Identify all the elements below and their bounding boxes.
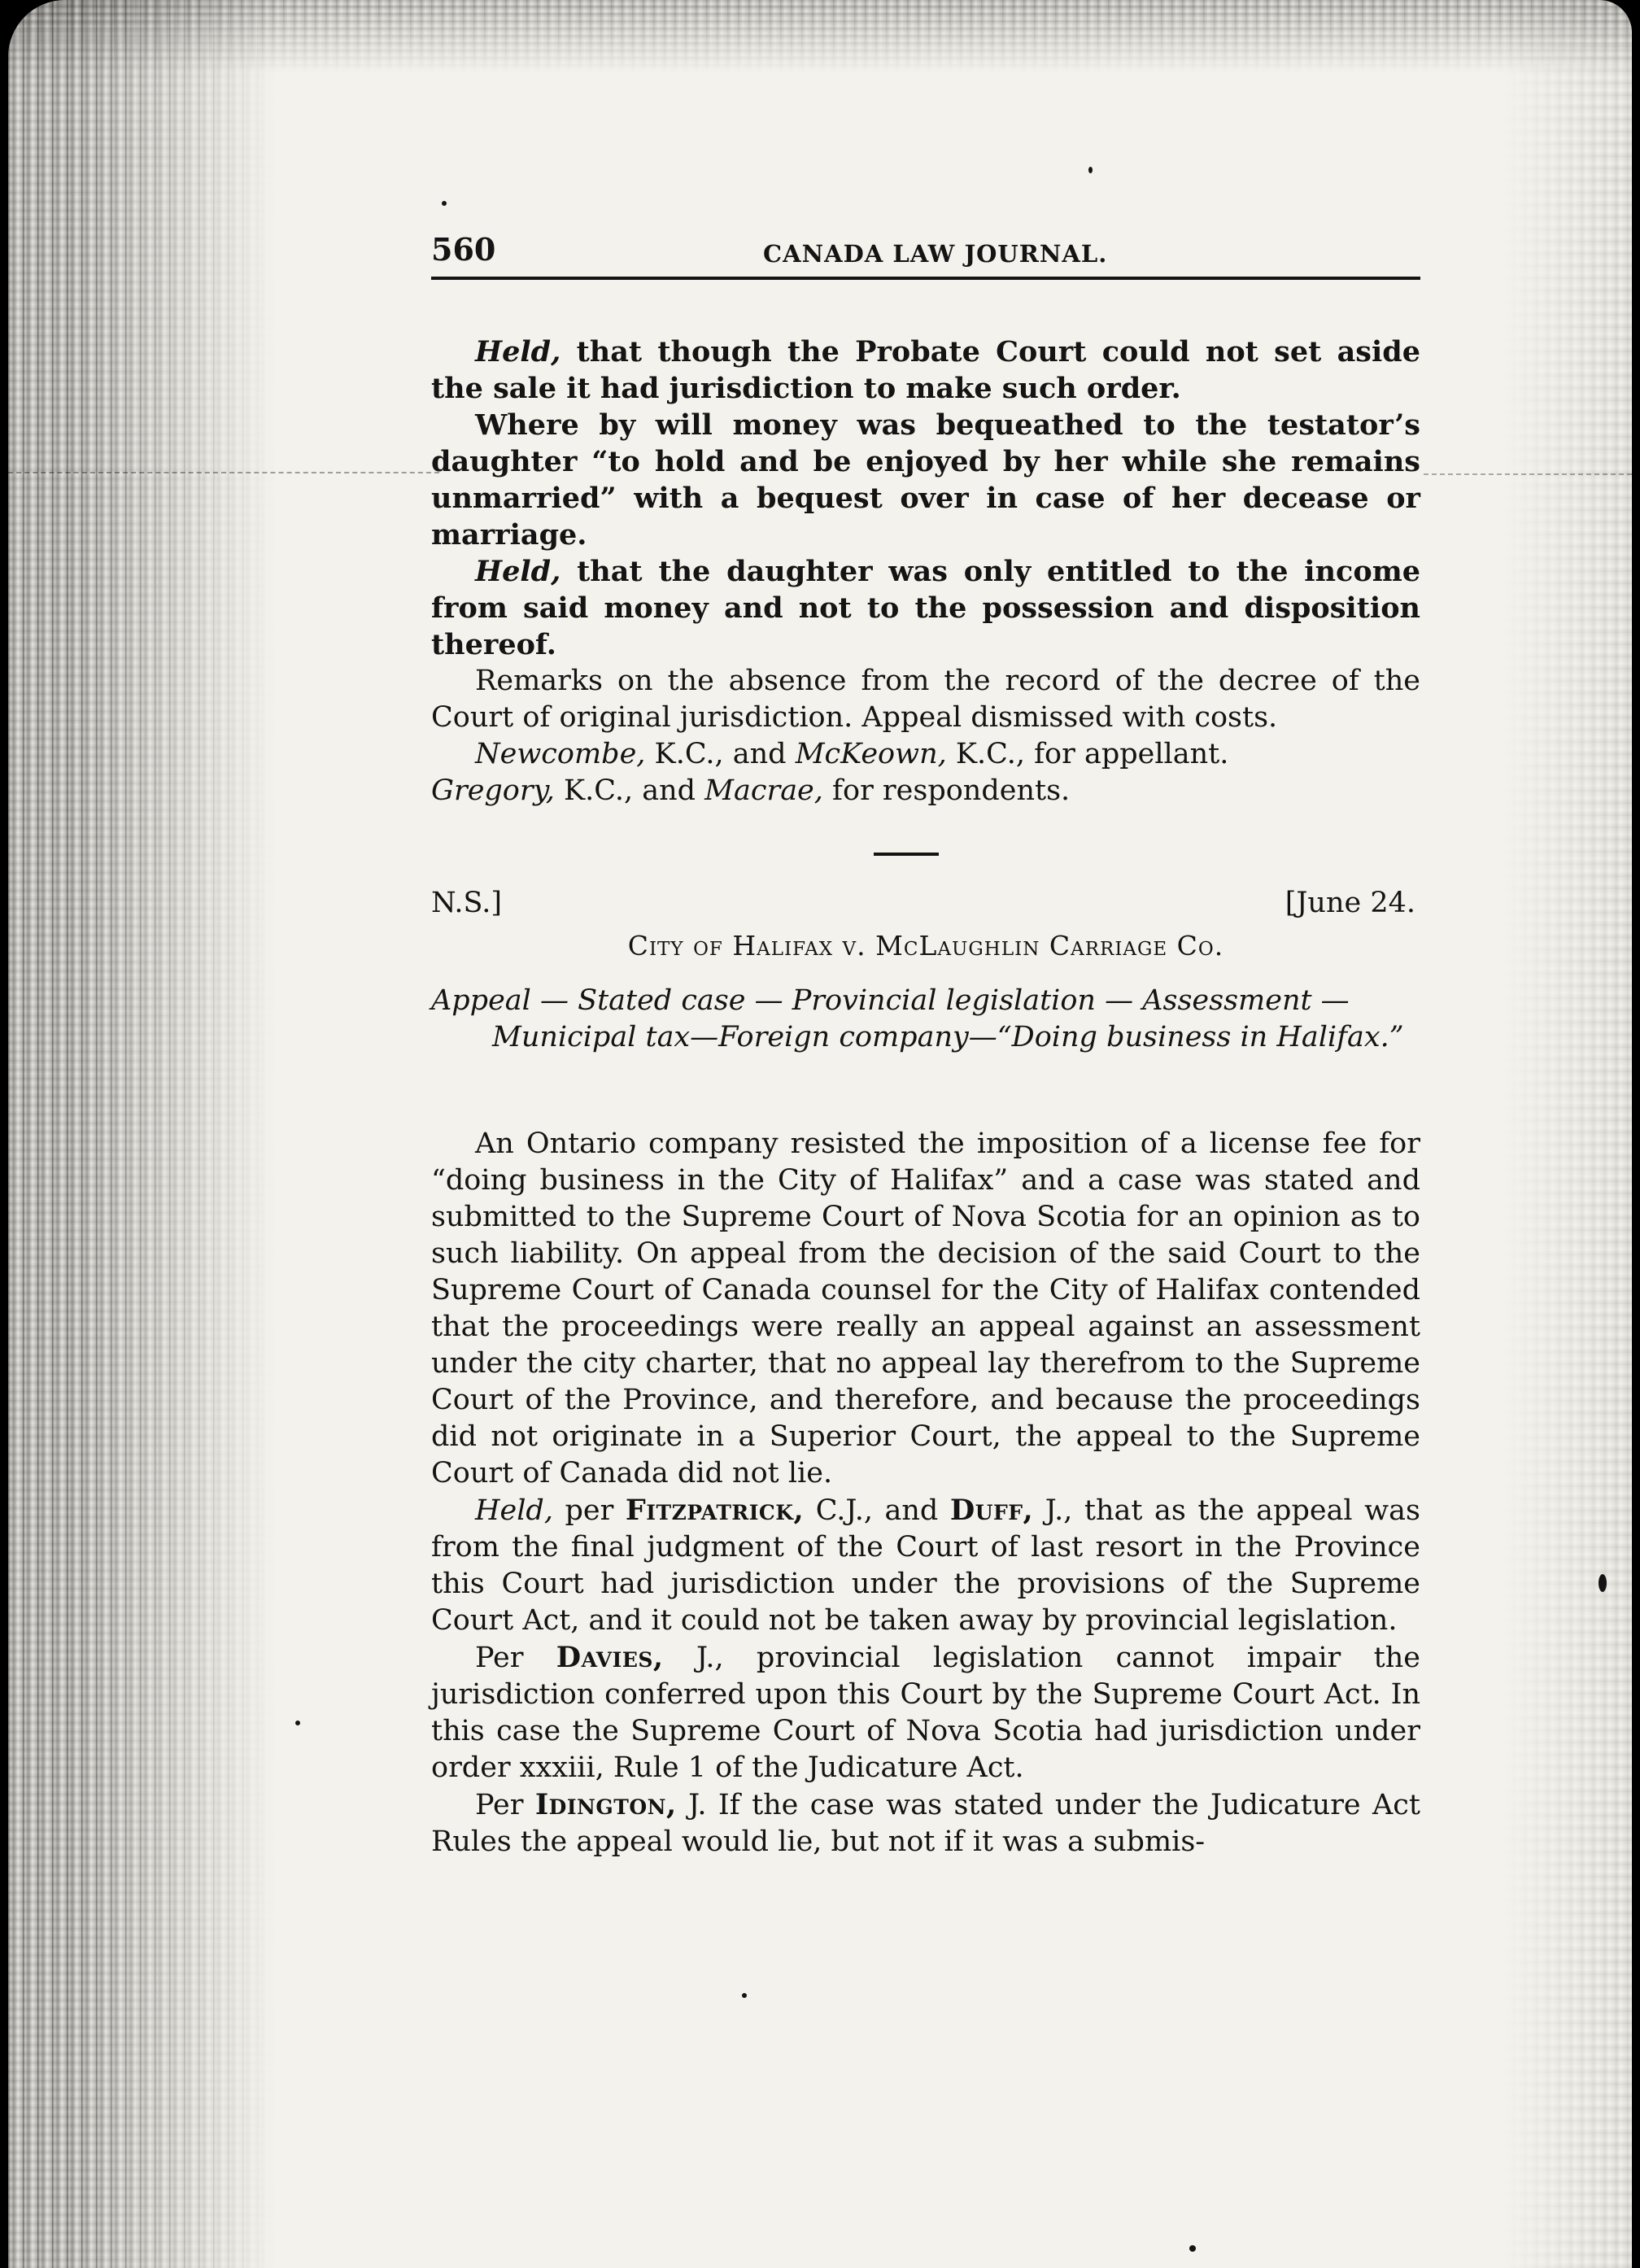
scan-edge-noise-top <box>8 0 1632 73</box>
scan-edge-noise-right <box>1502 0 1632 2268</box>
davies-opinion <box>431 1639 1420 1786</box>
header-rule <box>431 277 1420 280</box>
headnote-continuation: Municipal tax—Foreign company—“Doing business in Halifax.” <box>492 1021 1404 1053</box>
scan-speck <box>442 201 447 206</box>
bequest-paragraph: Where by will money was bequeathed to the testator’s daughter “to hold and be enjoyed by her while she remains unmarried” with a bequest over in case of her decease or marriage. <box>431 408 1420 552</box>
opinion-text: J. If the case was stated under the Judicature Act Rules the appeal would lie, but not if it was a submis- <box>431 1789 1420 1858</box>
case-title: City of Halifax v. McLaughlin Carriage Co. <box>627 930 1224 962</box>
counsel-name: Newcombe, <box>475 738 646 770</box>
title-text: C.J., and <box>815 1494 939 1527</box>
holding-paragraph <box>431 1492 1420 1639</box>
court-label: N.S.] <box>431 887 503 919</box>
counsel-text: K.C., and <box>654 738 787 770</box>
counsel-name: Macrae, <box>704 774 823 807</box>
scan-speck <box>1189 2245 1196 2252</box>
judge-name: Duff, <box>949 1494 1034 1527</box>
scan-speck <box>295 1721 300 1725</box>
decision-date: [June 24. <box>1285 887 1415 919</box>
previous-case-continuation <box>431 334 1420 809</box>
scanned-page <box>8 0 1632 2268</box>
counsel-respondents <box>431 773 1420 809</box>
remarks-paragraph: Remarks on the absence from the record of the decree of the Court of original jurisdiction. Appeal dismissed with costs. <box>431 665 1420 734</box>
page-content <box>431 228 1421 1858</box>
counsel-text: for respondents. <box>832 774 1071 807</box>
counsel-appellant <box>431 736 1420 773</box>
held-label: Held, <box>475 335 561 369</box>
held-label: Held, <box>475 555 561 588</box>
judge-name: Idington, <box>534 1788 677 1821</box>
held-paragraph-2 <box>431 553 1420 663</box>
journal-title: CANADA LAW JOURNAL. <box>763 240 1108 268</box>
held-text: that though the Probate Court could not set aside the sale it had jurisdiction to make such order. <box>431 335 1421 405</box>
held-label: Held, <box>475 1494 553 1527</box>
case-body <box>431 1126 1420 1860</box>
counsel-text: K.C., and <box>564 774 696 807</box>
held-text: that the daughter was only entitled to the income from said money and not to the possession and disposition thereof. <box>431 555 1421 661</box>
scan-artifact-line-right <box>1424 473 1632 475</box>
holding-text: J., that as the appeal was from the final judgment of the Court of last resort in the Province this Court had jurisdiction under the provisions of the Supreme Court Act, and it could not be taken away by provincial legislation. <box>431 1494 1420 1637</box>
headnote <box>431 983 1420 1056</box>
facts-paragraph: An Ontario company resisted the imposition of a license fee for “doing business in the City of Halifax” and a case was stated and submitted to the Supreme Court of Nova Scotia for an opinion as to such liability. On appeal from the decision of the said Court to the Supreme Court of Canada counsel for the City of Halifax contended that the proceedings were really an appeal against an assessment under the city charter, that no appeal lay therefrom to the Supreme Court of the Province, and therefore, and because the proceedings did not originate in a Superior Court, the appeal to the Supreme Court of Canada did not lie. <box>431 1127 1420 1489</box>
per-label: Per <box>475 1642 524 1674</box>
per-label: per <box>565 1494 614 1527</box>
judge-name: Fitzpatrick, <box>625 1494 805 1527</box>
counsel-name: McKeown, <box>795 738 947 770</box>
opinion-text: J., provincial legislation cannot impair the jurisdiction conferred upon this Court by the Supreme Court Act. In this case the Supreme Court of Nova Scotia had jurisdiction under order xxxiii, Rule 1 of the Judicature Act. <box>431 1642 1420 1784</box>
scan-edge-noise-left <box>8 0 277 2268</box>
section-divider <box>874 853 939 856</box>
scan-artifact-line <box>8 472 439 473</box>
scan-speck <box>742 1993 747 1998</box>
counsel-name: Gregory, <box>431 774 555 807</box>
held-paragraph-1 <box>431 334 1420 407</box>
judge-name: Davies, <box>556 1641 664 1674</box>
running-header <box>431 228 1420 268</box>
per-label: Per <box>475 1789 524 1821</box>
scan-speck <box>1599 1574 1607 1592</box>
counsel-text: K.C., for appellant. <box>955 738 1229 770</box>
page-number: 560 <box>431 231 496 268</box>
court-date-line <box>431 885 1420 922</box>
headnote-line-1: Appeal — Stated case — Provincial legislation — Assessment — <box>431 984 1350 1017</box>
scan-speck <box>1088 167 1093 173</box>
idington-opinion <box>431 1786 1420 1860</box>
